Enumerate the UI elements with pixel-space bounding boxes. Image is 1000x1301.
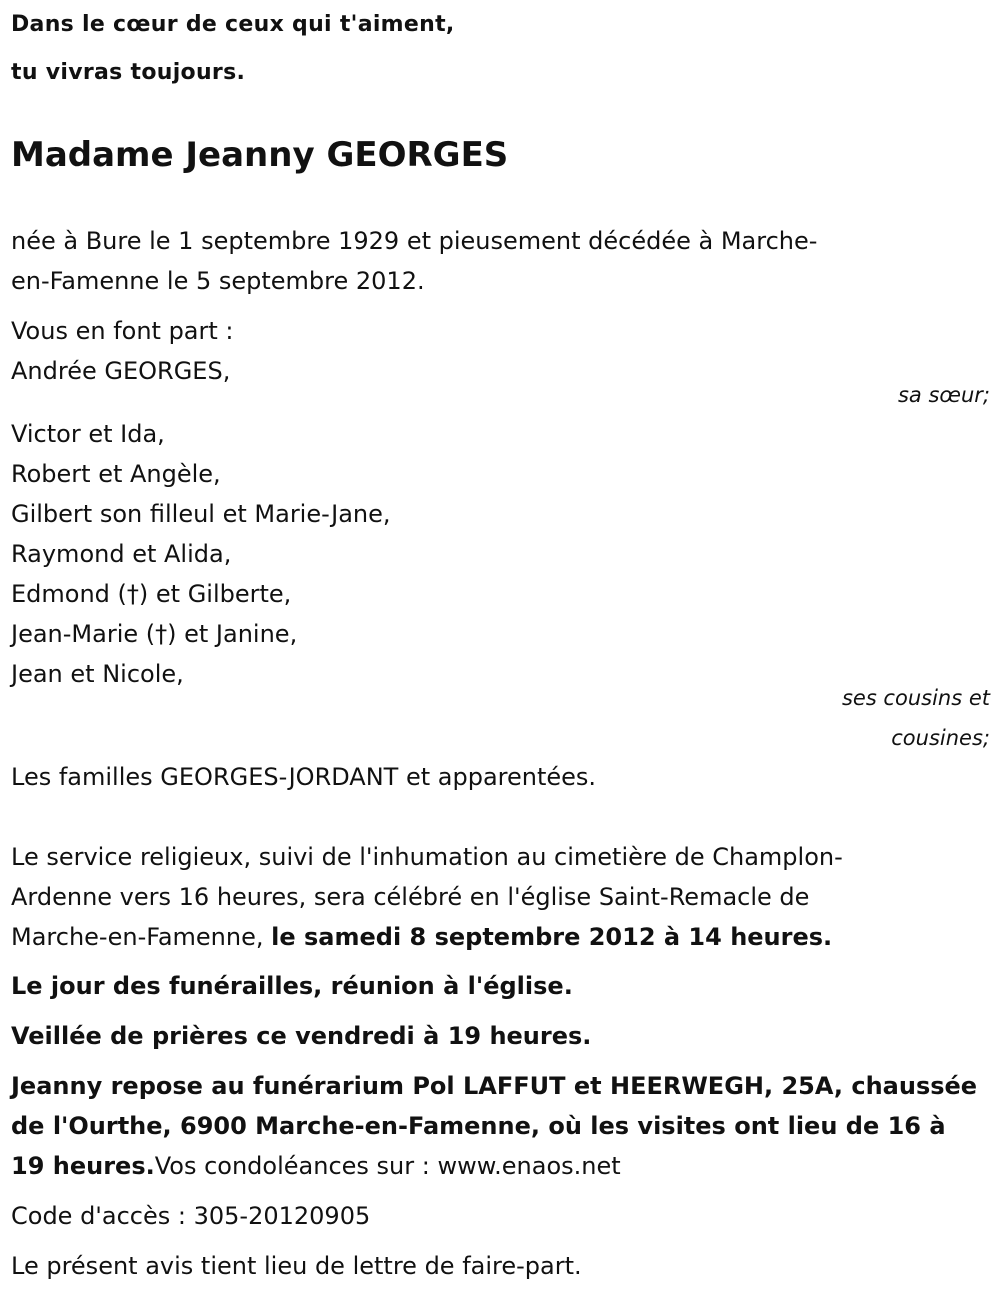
families-line: Les familles GEORGES-JORDANT et apparentées.: [11, 763, 597, 791]
sister-relation: sa sœur;: [897, 383, 990, 407]
repose-line-1: Jeanny repose au funérarium Pol LAFFUT et HEERWEGH, 25A, chaussée: [11, 1072, 978, 1100]
cousin-name: Victor et Ida,: [11, 420, 165, 448]
birth-death-line-1: née à Bure le 1 septembre 1929 et pieusement décédée à Marche-: [11, 227, 818, 255]
cousin-name: Raymond et Alida,: [11, 540, 232, 568]
announcement-intro: Vous en font part :: [11, 317, 234, 345]
cousin-name: Jean et Nicole,: [11, 660, 184, 688]
cousin-name: Edmond (†) et Gilberte,: [11, 580, 292, 608]
reunion-line: Le jour des funérailles, réunion à l'église.: [11, 972, 573, 1000]
service-date-time: le samedi 8 septembre 2012 à 14 heures.: [271, 923, 833, 951]
service-line-3: [11, 923, 832, 951]
repose-line-2: de l'Ourthe, 6900 Marche-en-Famenne, où les visites ont lieu de 16 à: [11, 1112, 946, 1140]
sister-name: Andrée GEORGES,: [11, 357, 231, 385]
birth-death-line-2: en-Famenne le 5 septembre 2012.: [11, 267, 425, 295]
vigil-line: Veillée de prières ce vendredi à 19 heures.: [11, 1022, 592, 1050]
visit-hours: 19 heures.: [11, 1152, 155, 1180]
closing-note: Le présent avis tient lieu de lettre de faire-part.: [11, 1252, 582, 1280]
repose-line-3: [11, 1152, 621, 1180]
epigraph-line-1: Dans le cœur de ceux qui t'aiment,: [11, 12, 455, 37]
cousin-name: Gilbert son filleul et Marie-Jane,: [11, 500, 391, 528]
cousins-relation-line-2: cousines;: [891, 726, 990, 750]
deceased-name-title: Madame Jeanny GEORGES: [11, 135, 509, 175]
access-code: Code d'accès : 305-20120905: [11, 1202, 371, 1230]
cousins-relation-line-1: ses cousins et: [841, 686, 990, 710]
cousin-name: Jean-Marie (†) et Janine,: [11, 620, 298, 648]
cousin-name: Robert et Angèle,: [11, 460, 221, 488]
condolences-link-text: Vos condoléances sur : www.enaos.net: [154, 1152, 621, 1180]
epigraph-line-2: tu vivras toujours.: [11, 60, 246, 85]
service-place: Marche-en-Famenne,: [11, 923, 264, 951]
service-line-2: Ardenne vers 16 heures, sera célébré en l'église Saint-Remacle de: [11, 883, 810, 911]
service-line-1: Le service religieux, suivi de l'inhumation au cimetière de Champlon-: [11, 843, 843, 871]
